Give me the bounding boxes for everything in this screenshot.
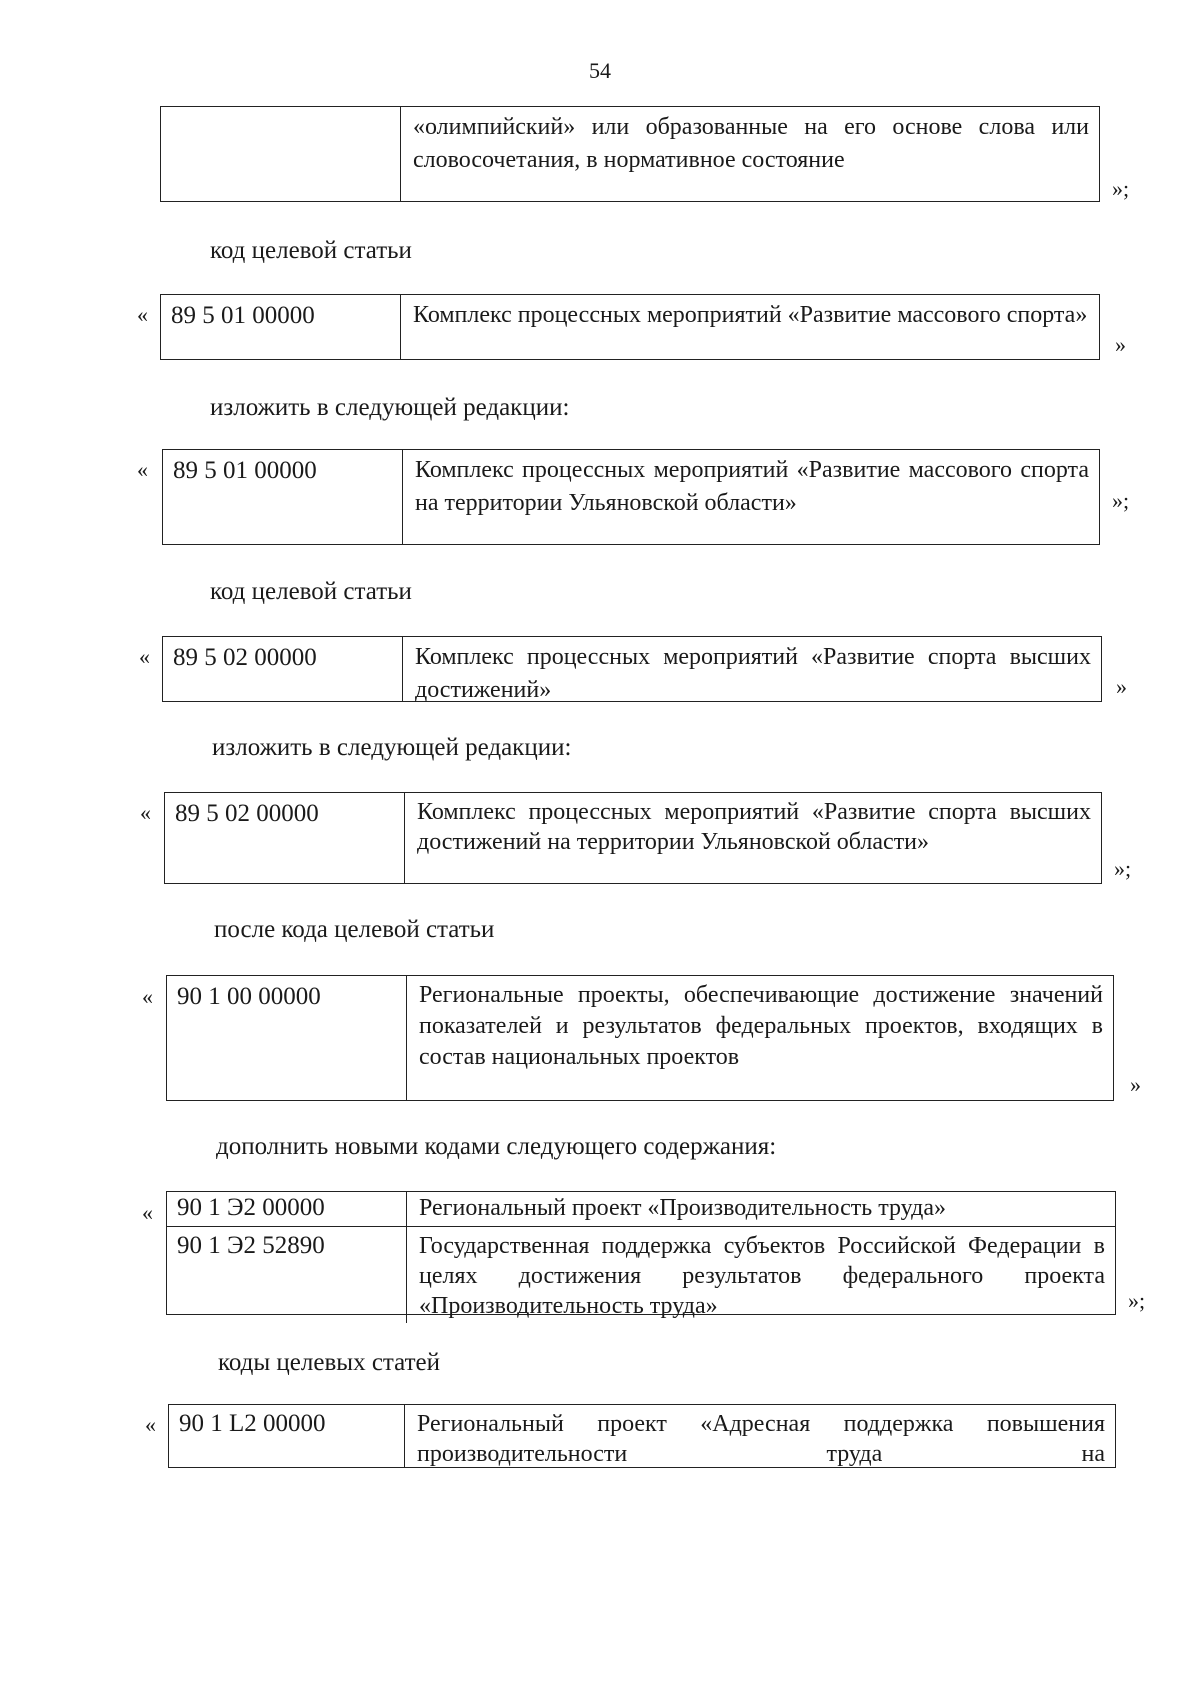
section-label: изложить в следующей редакции: [210,394,570,421]
code-cell: 89 5 01 00000 [161,295,401,359]
description-cell: Региональный проект «Адресная поддержка повышения производительности труда на [417,1411,1105,1467]
closing-quote: » [1115,332,1126,357]
code-table-4 [162,636,1102,702]
closing-quote: » [1116,674,1127,699]
description-cell: Комплекс процессных мероприятий «Развитие спорта высших достижений на территории Ульяновской области» [417,799,1091,855]
description-cell: Комплекс процессных мероприятий «Развитие массового спорта» [413,302,1088,328]
description-cell: Комплекс процессных мероприятий «Развитие спорта высших достижений» [415,644,1091,703]
code-table-3 [162,449,1100,545]
code-table-2 [160,294,1100,360]
description-cell: «олимпийский» или образованные на его основе слова или словосочетания, в нормативное состояние [413,114,1089,173]
table-row [167,1192,1115,1226]
description-cell: Региональные проекты, обеспечивающие достижение значений показателей и результатов федеральных проектов, входящих в состав национальных проектов [419,982,1103,1070]
section-label: изложить в следующей редакции: [212,734,572,761]
code-cell: 90 1 L2 00000 [169,1405,405,1467]
description-cell: Государственная поддержка субъектов Российской Федерации в целях достижения результатов федерального проекта «Производительность труда» [419,1233,1105,1319]
opening-quote: « [139,644,150,669]
page-number: 54 [589,58,611,83]
closing-quote: »; [1112,176,1130,201]
code-table-7 [166,1191,1116,1319]
code-table-8 [168,1404,1116,1468]
code-cell: 90 1 Э2 00000 [167,1192,407,1226]
code-cell: 90 1 00 00000 [167,976,407,1100]
opening-quote: « [140,800,151,825]
opening-quote: « [142,984,153,1009]
opening-quote: « [137,302,148,327]
section-label: код целевой статьи [210,237,412,264]
code-cell: 89 5 02 00000 [165,793,405,883]
opening-quote: « [142,1200,153,1225]
section-label: после кода целевой статьи [214,916,495,943]
code-cell: 89 5 02 00000 [163,637,403,701]
opening-quote: « [145,1412,156,1437]
code-cell [161,107,401,201]
closing-quote: »; [1128,1288,1146,1313]
description-cell: Региональный проект «Производительность труда» [419,1195,947,1221]
table-row [167,1226,1115,1323]
section-label: код целевой статьи [210,578,412,605]
closing-quote: »; [1114,856,1132,881]
code-table-6 [166,975,1114,1101]
description-cell: Комплекс процессных мероприятий «Развитие массового спорта на территории Ульяновской области» [415,457,1089,516]
code-cell: 89 5 01 00000 [163,450,403,544]
opening-quote: « [137,457,148,482]
section-label: дополнить новыми кодами следующего содержания: [216,1133,777,1160]
code-table-1 [160,106,1100,202]
code-table-5 [164,792,1102,884]
closing-quote: »; [1112,488,1130,513]
code-cell: 90 1 Э2 52890 [167,1227,407,1323]
section-label: коды целевых статей [218,1349,440,1376]
closing-quote: » [1130,1072,1141,1097]
